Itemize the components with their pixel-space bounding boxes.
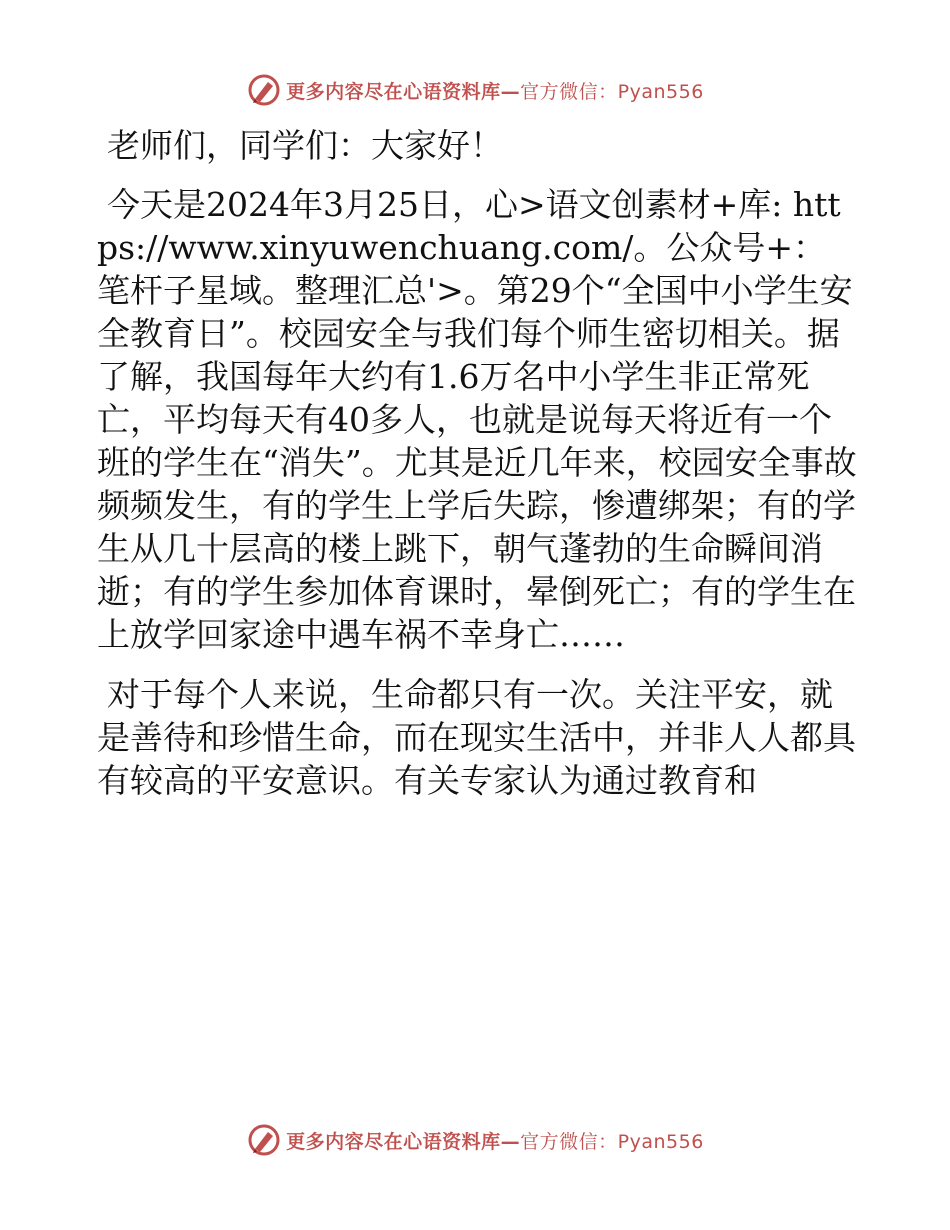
paragraph-1: 今天是2024年3月25日，心>语文创素材+库: https://www.xinyuwenchuang.com/。公众号+：笔杆子星域。整理汇总'>。第29个“全国中小学生安全教育日”。校园安全与我们每个师生密切相关。据了解，我国每年大约有1.6万名中小学生非正常死亡，平均每天有40多人，也就是说每天将近有一个班的学生在“消失”。尤其是近几年来，校园安全事故频频发生，有的学生上学后失踪，惨遭绑架；有的学生从几十层高的楼上跳下，朝气蓬勃的生命瞬间消逝；有的学生参加体育课时，晕倒死亡；有的学生在上放学回家途中遇车祸不幸身亡…… [97, 185, 857, 654]
document-body [97, 124, 857, 802]
banner-text: 更多内容尽在心语资料库—官方微信：Pyan556 [286, 1130, 704, 1153]
footer-banner [0, 1120, 950, 1160]
pen-circle-logo-icon [246, 72, 282, 108]
banner-wechat: 官方微信：Pyan556 [520, 80, 704, 103]
paragraph-2: 对于每个人来说，生命都只有一次。关注平安，就是善待和珍惜生命，而在现实生活中，并非人人都具有较高的平安意识。有关专家认为通过教育和 [97, 675, 856, 800]
banner-wechat: 官方微信：Pyan556 [520, 1130, 704, 1153]
header-banner [0, 70, 950, 110]
banner-text: 更多内容尽在心语资料库—官方微信：Pyan556 [286, 80, 704, 103]
greeting-line: 老师们，同学们：大家好！ [107, 126, 503, 165]
pen-circle-logo-icon [246, 1122, 282, 1158]
